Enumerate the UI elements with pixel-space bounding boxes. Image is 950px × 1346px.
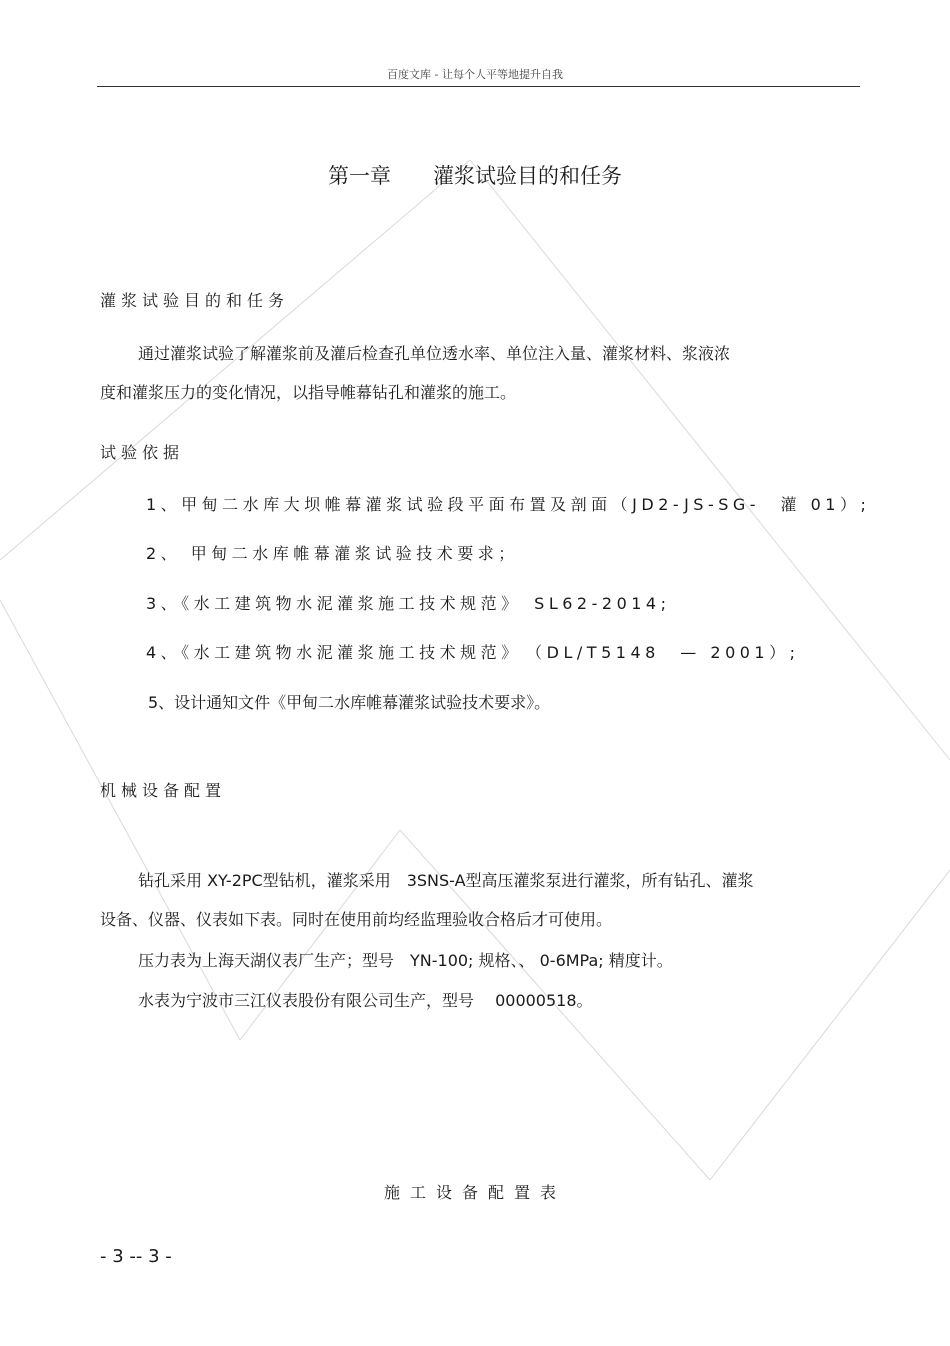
equipment-paragraph-line-2: 设备、仪器、仪表如下表。同时在使用前均经监理验收合格后才可使用。: [100, 910, 613, 929]
section-heading-purpose: 灌浆试验目的和任务: [100, 291, 290, 310]
page-number: - 3 -- 3 -: [100, 1246, 172, 1267]
equipment-paragraph-line-1: 钻孔采用 XY-2PC型钻机，灌浆采用 3SNS-A型高压灌浆泵进行灌浆，所有钻孔、灌浆: [138, 871, 754, 890]
basis-item-3: 3、《水工建筑物水泥灌浆施工技术规范》 SL62-2014;: [146, 594, 671, 613]
basis-item-5: 5、设计通知文件《甲甸二水库帷幕灌浆试验技术要求》。: [148, 693, 551, 712]
purpose-paragraph-line-1: 通过灌浆试验了解灌浆前及灌后检查孔单位透水率、单位注入量、灌浆材料、浆液浓: [138, 344, 731, 363]
basis-item-1: 1、甲甸二水库大坝帷幕灌浆试验段平面布置及剖面（JD2-JS-SG- 灌 01）;: [146, 495, 871, 514]
basis-item-2: 2、 甲甸二水库帷幕灌浆试验技术要求；: [146, 544, 519, 563]
header-divider: [97, 86, 860, 87]
table-title: 施工设备配置表: [383, 1183, 566, 1202]
section-heading-basis: 试验依据: [100, 443, 185, 462]
purpose-paragraph-line-2: 度和灌浆压力的变化情况，以指导帷幕钻孔和灌浆的施工。: [100, 383, 517, 402]
pressure-gauge-line: 压力表为上海天湖仪表厂生产；型号 YN-100; 规格、、 0-6MPa; 精度计。: [138, 951, 673, 970]
page-header-text: 百度文库 - 让每个人平等地提升自我: [387, 68, 563, 81]
section-heading-equipment: 机械设备配置: [100, 781, 227, 800]
water-meter-line: 水表为宁波市三江仪表股份有限公司生产，型号 00000518。: [138, 991, 593, 1010]
basis-item-4: 4、《水工建筑物水泥灌浆施工技术规范》 （DL/T5148 — 2001）;: [146, 643, 800, 662]
chapter-title: 第一章 灌浆试验目的和任务: [328, 164, 622, 188]
